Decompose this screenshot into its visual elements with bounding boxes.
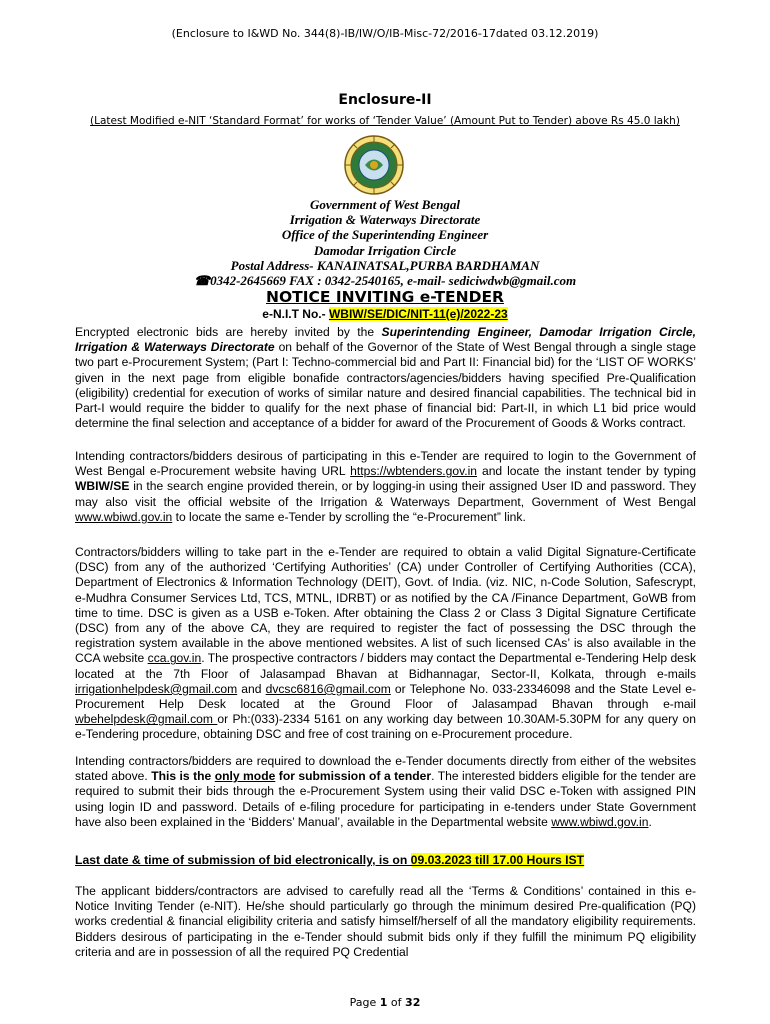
notice-title: NOTICE INVITING e-TENDER <box>266 288 504 306</box>
contact-text: 0342-2645669 FAX : 0342-2540165, e-mail- sediciwdwb@gmail.com <box>210 273 577 289</box>
paragraph-terms: The applicant bidders/contractors are advised to carefully read all the ‘Terms & Conditions’ contained in this e-Notice Inviting Tender (e-NIT). He/she should particularly go through the minimum desired Pre-qualification (PQ) works credential & financial eligibility criteria and satisfy himself/herself of all the mandatory eligibility requirements. Bidders desirous of participating in the e-Tender should submit bids only if they fulfill the minimum PQ eligibility criteria and are in possession of all the required PQ Credential <box>75 884 696 959</box>
para4-bold-2: for submission of a tender <box>275 769 432 784</box>
office-address-block <box>0 197 770 288</box>
para1-text-1: Encrypted electronic bids are hereby invited by the <box>75 325 382 339</box>
paragraph-dsc <box>75 545 696 743</box>
para1-text-2: on behalf of the Governor of the State of West Bengal through a single stage two part e-Procurement System; (Part I: Techno-commercial bid and Part II: Financial bid) for the ‘LIST OF WORKS’ given in the next page from eligible bonafide contractors/agencies/bidders having specified Pre-Qualification (eligibility) credential for execution of works of similar nature and desired financial capabilities. The technical bid in Part-I would require the bidder to qualify for the next phase of financial bid: Part-II, in which L1 bid price would determine the final selection and acceptance of a bidder for award of the Procurement of Goods & Works contract. <box>75 340 697 431</box>
para4-text-1: Intending contractors/bidders are required to download the e-Tender documents directly from either of the websites stated above. <box>75 754 696 784</box>
wbtenders-link[interactable]: https://wbtenders.gov.in <box>350 464 477 479</box>
para2-text-1: Intending contractors/bidders desirous of participating in this e-Tender are required to login to the Government of West Bengal e-Procurement website having URL <box>75 449 696 479</box>
page-footer <box>0 996 770 1009</box>
west-bengal-emblem-icon <box>343 134 405 196</box>
para3-text-5: or Ph:(033)-2334 5161 on any working day between 10.30AM-5.30PM for any query on e-Tendering procedure, obtaining DSC and free of cost training on e-Procurement procedure. <box>75 712 696 742</box>
para4-text-3: . <box>648 814 652 829</box>
wbiwd-link[interactable]: www.wbiwd.gov.in <box>75 509 173 524</box>
office-line-postal: Postal Address- KANAINATSAL,PURBA BARDHAMAN <box>230 257 540 273</box>
paragraph-login <box>75 449 696 525</box>
para2-text-3: in the search engine provided therein, or by logging-in using their assigned User ID and password. They may also visit the official website of the Irrigation & Waterways Department, Government of West Bengal <box>75 479 696 509</box>
nit-number-line <box>0 307 770 321</box>
nit-number: WBIW/SE/DIC/NIT-11(e)/2022-23 <box>328 307 508 321</box>
page-prefix: Page <box>349 996 380 1009</box>
cca-link[interactable]: cca.gov.in <box>147 651 202 666</box>
wbiwd-link-2[interactable]: www.wbiwd.gov.in <box>551 814 649 829</box>
para2-text-4: to locate the same e-Tender by scrolling the “e-Procurement” link. <box>172 509 526 524</box>
office-line-office: Office of the Superintending Engineer <box>281 227 489 243</box>
nit-label: e-N.I.T No.- <box>262 307 329 321</box>
para3-text-1: Contractors/bidders willing to take part in the e-Tender are required to obtain a valid Digital Signature-Certificate (DSC) from any of the authorized ‘Certifying Authorities’ (CA) under Controller of Certifying Authorities (CCA), Department of Electronics & Information Technology (DEIT), Govt. of India. (viz. NIC, n-Code Solution, Safescrypt, e-Mudhra Consumer Services Ltd, TCS, MTNL, IDRBT) or as notified by the CA /Finance Department, GoWB from time to time. DSC is given as a USB e-Token. After obtaining the Class 2 or Class 3 Digital Signature Certificate (DSC) from any of the above CA, they are required to register the fact of possessing the DSC through the registration system available in the above mentioned websites. A list of such licensed CAs’ is also available in the CCA website <box>75 545 696 666</box>
enclosure-subtitle: (Latest Modified e-NIT ‘Standard Format’ for works of ‘Tender Value’ (Amount Put to Tender) above Rs 45.0 lakh) <box>90 115 680 127</box>
search-keyword: WBIW/SE <box>75 479 130 494</box>
enclosure-reference: (Enclosure to I&WD No. 344(8)-IB/IW/O/IB-Misc-72/2016-17dated 03.12.2019) <box>171 27 599 40</box>
wbe-helpdesk-email[interactable]: wbehelpdesk@gmail.com <box>75 712 218 727</box>
office-line-directorate: Irrigation & Waterways Directorate <box>289 212 481 228</box>
page-number: 1 <box>379 996 388 1009</box>
dvcsc-email[interactable]: dvcsc6816@gmail.com <box>265 681 391 696</box>
para3-text-3: and <box>237 681 266 696</box>
phone-icon: ☎ <box>193 273 211 289</box>
para4-bold-1: This is the <box>151 769 215 784</box>
last-date-value: 09.03.2023 till 17.00 Hours IST <box>410 853 585 867</box>
para4-only-mode: only mode <box>214 769 276 784</box>
para1-authority: Superintending Engineer, Damodar Irrigation Circle, Irrigation & Waterways Directorate <box>75 325 696 355</box>
office-line-contact <box>0 273 770 288</box>
enclosure-title: Enclosure-II <box>338 92 432 108</box>
page-of: of <box>387 996 406 1009</box>
office-line-circle: Damodar Irrigation Circle <box>313 242 457 258</box>
para4-text-2: . The interested bidders eligible for the tender are required to submit their bids through the e-Procurement System using their valid DSC e-Token with assigned PIN using login ID and password. Details of e-filing procedure for participating in e-tenders under State Government have also been explained in the ‘Bidders’ Manual’, available in the Departmental website <box>75 769 696 829</box>
last-date-label: Last date & time of submission of bid electronically, is on <box>75 853 411 867</box>
paragraph-download <box>75 754 696 830</box>
irrigation-helpdesk-email[interactable]: irrigationhelpdesk@gmail.com <box>75 681 238 696</box>
page-total: 32 <box>405 996 421 1009</box>
paragraph-intro <box>75 325 696 431</box>
para2-text-2: and locate the instant tender by typing <box>477 464 696 479</box>
last-date-line <box>75 853 696 867</box>
para3-text-2: . The prospective contractors / bidders may contact the Departmental e-Tendering Help desk located at the 7th Floor of Jalasampad Bhavan at Bidhannagar, Sector-II, Kolkata, through e-mails <box>75 651 696 681</box>
office-line-government: Government of West Bengal <box>309 197 461 212</box>
para3-text-4: or Telephone No. 033-23346098 and the State Level e-Procurement Help Desk located at the Ground Floor of Jalasampad Bhavan through e-mail <box>75 681 696 712</box>
